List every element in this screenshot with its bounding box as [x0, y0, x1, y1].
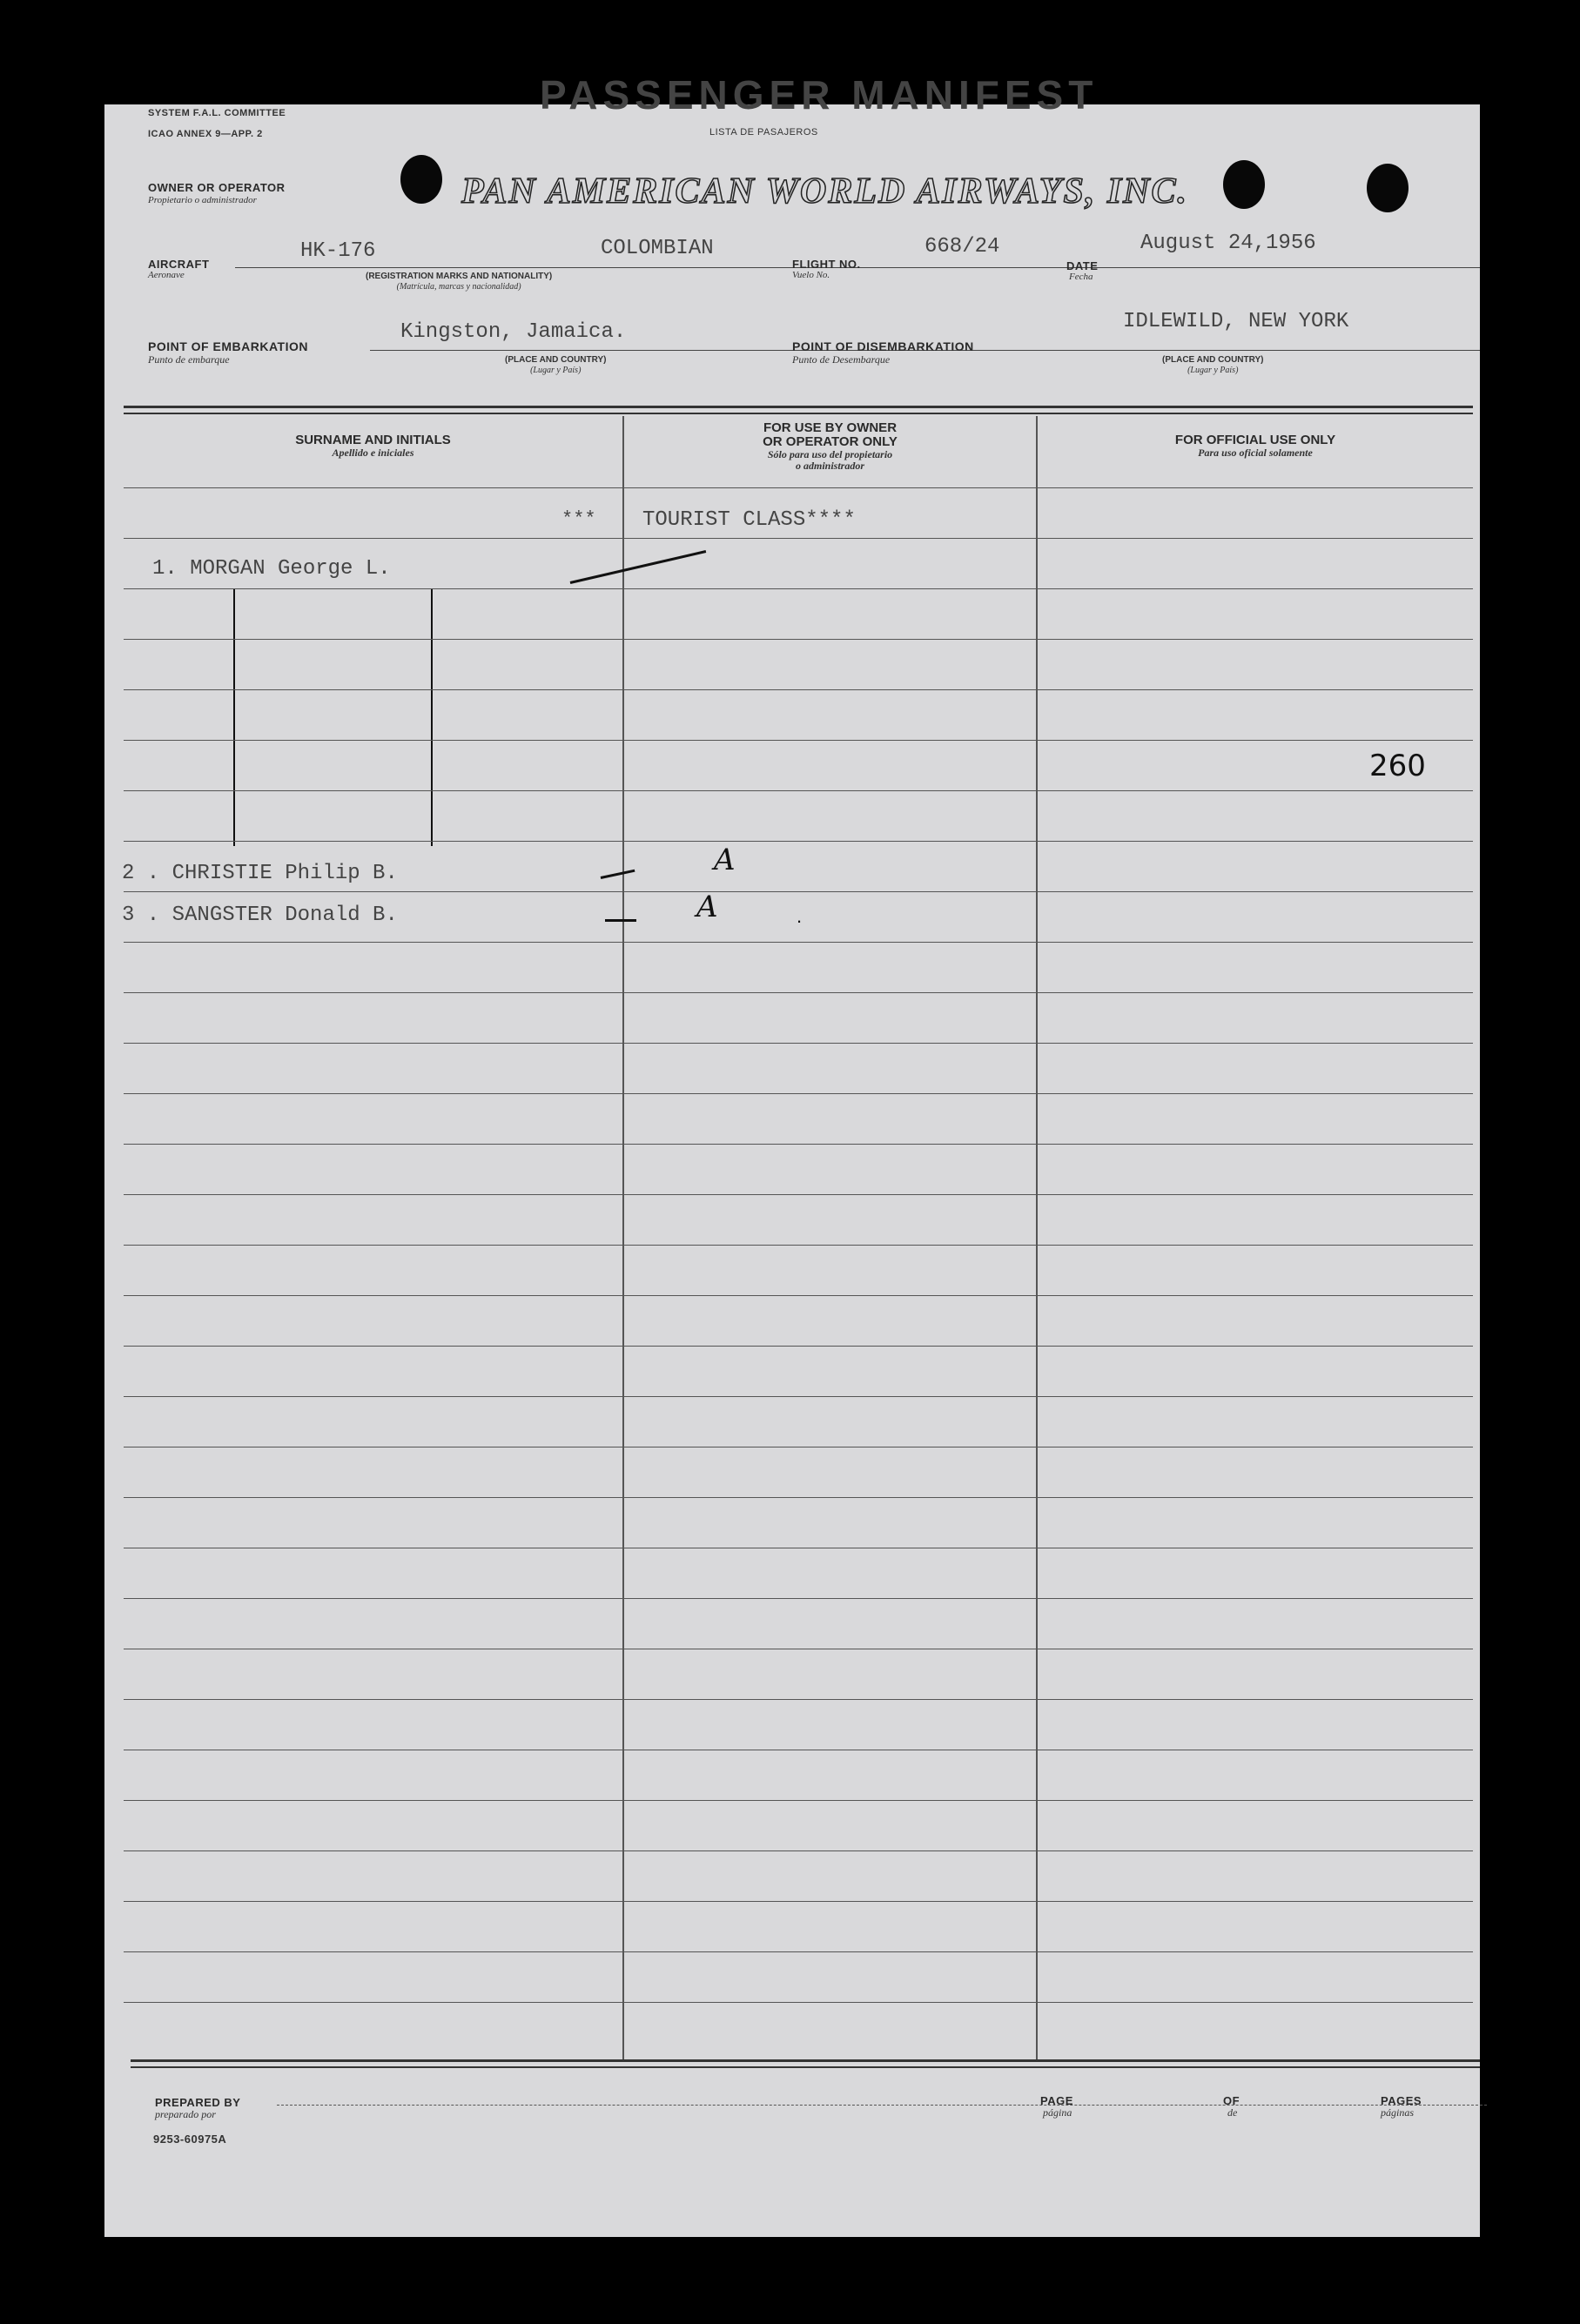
row-rule [124, 790, 1473, 791]
row-rule [124, 538, 1473, 539]
page-sub: página [1043, 2106, 1072, 2119]
prepared-sub: preparado por [155, 2108, 216, 2120]
embark-value: Kingston, Jamaica. [400, 320, 627, 344]
row-rule [124, 1043, 1473, 1044]
row-rule [124, 639, 1473, 640]
punch-hole [1223, 160, 1265, 209]
table-bottom-rule [131, 2059, 1480, 2062]
aircraft-sub: Aeronave [148, 270, 185, 280]
prepared-label: PREPARED BY [155, 2096, 241, 2109]
form-title: PASSENGER MANIFEST [540, 72, 1099, 118]
row-rule [124, 1951, 1473, 1952]
prepared-line [277, 2105, 1487, 2106]
of-label: OF [1223, 2094, 1240, 2107]
class-row: TOURIST CLASS**** [642, 508, 856, 532]
date-sub: Fecha [1069, 272, 1093, 282]
col-owner-header: FOR USE BY OWNER OR OPERATOR ONLY Sólo para uso del propietario o administrador [763, 420, 898, 472]
col-official-header: FOR OFFICIAL USE ONLY Para uso oficial solamente [1174, 433, 1336, 459]
owner-label: OWNER OR OPERATOR [148, 181, 286, 194]
flight-value: 668/24 [924, 235, 1000, 259]
row-rule [124, 1144, 1473, 1145]
column-divider [1036, 416, 1038, 2061]
form-title-es: LISTA DE PASAJEROS [709, 127, 818, 138]
of-sub: de [1227, 2106, 1238, 2119]
disembark-value: IDLEWILD, NEW YORK [1123, 310, 1349, 333]
pages-label: PAGES [1381, 2094, 1422, 2107]
registration-caption: (REGISTRATION MARKS AND NATIONALITY) (Matrícula, marcas y nacionalidad) [366, 272, 553, 292]
row-rule [124, 487, 1473, 488]
date-label: DATE [1066, 259, 1099, 272]
row-rule [124, 1800, 1473, 1801]
embark-sub: Punto de embarque [148, 353, 230, 366]
row-rule [124, 588, 1473, 589]
col-surname-header: SURNAME AND INITIALS Apellido e iniciales [295, 433, 451, 459]
bracket-line [233, 588, 235, 846]
handwritten-mark: A [714, 843, 736, 877]
dash-mark [605, 919, 636, 922]
row-rule [124, 1850, 1473, 1851]
form-number: 9253-60975A [153, 2133, 227, 2146]
handwritten-mark: A [696, 890, 718, 924]
row-rule [124, 740, 1473, 741]
embark-label: POINT OF EMBARKATION [148, 339, 308, 353]
registration-value: HK-176 [300, 239, 376, 263]
passenger-name: 1. MORGAN George L. [152, 557, 391, 581]
row-rule [124, 1194, 1473, 1195]
owner-sub: Propietario o administrador [148, 195, 257, 205]
row-rule [124, 1346, 1473, 1347]
row-rule [124, 942, 1473, 943]
row-rule [124, 1497, 1473, 1498]
nationality-value: COLOMBIAN [601, 237, 714, 260]
flight-label: FLIGHT NO. [792, 258, 861, 271]
row-rule [124, 689, 1473, 690]
row-rule [124, 841, 1473, 842]
disembark-place-caption: (PLACE AND COUNTRY) (Lugar y País) [1162, 355, 1264, 375]
date-value: August 24,1956 [1140, 232, 1316, 255]
check-mark [570, 550, 707, 584]
row-rule [124, 1093, 1473, 1094]
punch-hole [1367, 164, 1409, 212]
passenger-name: 3 . SANGSTER Donald B. [122, 903, 398, 927]
column-divider [622, 416, 624, 2061]
table-bottom-rule [131, 2066, 1480, 2068]
row-rule [124, 1901, 1473, 1902]
row-rule [124, 1699, 1473, 1700]
disembark-sub: Punto de Desembarque [792, 353, 891, 366]
official-number: 260 [1369, 749, 1426, 783]
table-top-rule [124, 413, 1473, 414]
embark-place-caption: (PLACE AND COUNTRY) (Lugar y País) [505, 355, 607, 375]
row-rule [124, 2002, 1473, 2003]
class-stars: *** [561, 508, 596, 530]
row-rule [124, 891, 1473, 892]
committee-text: SYSTEM F.A.L. COMMITTEE [148, 108, 286, 118]
row-rule [124, 992, 1473, 993]
dash-mark [601, 870, 635, 879]
row-rule [124, 1245, 1473, 1246]
pages-sub: páginas [1381, 2106, 1415, 2119]
row-rule [124, 1295, 1473, 1296]
flight-sub: Vuelo No. [792, 270, 830, 280]
page-label: PAGE [1040, 2094, 1073, 2107]
row-rule [124, 1396, 1473, 1397]
annex-text: ICAO ANNEX 9—APP. 2 [148, 129, 263, 139]
bracket-line [431, 588, 433, 846]
aircraft-label: AIRCRAFT [148, 258, 210, 271]
airline-name: PAN AMERICAN WORLD AIRWAYS, INC. [461, 171, 1189, 212]
passenger-name: 2 . CHRISTIE Philip B. [122, 862, 398, 885]
table-top-rule [124, 406, 1473, 408]
manifest-page: SYSTEM F.A.L. COMMITTEE ICAO ANNEX 9—APP. 2 PASSENGER MANIFEST LISTA DE PASAJEROS OWNER OR OPERATOR Propietario o administrador PAN AMERICAN WORLD AIRWAYS, INC. AIRCRAFT Aeronave HK-176 COLOMBIAN (REGISTRATION MARKS AND NATIONALITY) (Matrícula, marcas y nacionalidad) FLIGHT NO. Vuelo No. 668/24 DATE Fecha August 24,1956 POINT OF EMBARKATION Punto de embarque Kingston, Jamaica. (PLACE AND COUNTRY) (Lugar y País) POINT OF DISEMBARKATION Punto de Desembarque IDLEWILD, NEW YORK (PLACE AND COUNTRY) (Lugar y País) SURNAME AND INITIALS Apellido e iniciales FOR USE BY OWNER OR OPERATOR ONLY Sólo para uso del propietario o administrador FOR OFFICIAL USE ONLY Para uso oficial solamente *** TOURIST CLASS**** 1. MORGAN George L. 260 2 . CHRISTIE Philip B. A 3 . SANGSTER Donald B. A . PREPARED BY preparado por PAGE página OF de PAGES páginas 9253-60975A [104, 104, 1480, 2237]
punch-hole [400, 155, 442, 204]
disembark-label: POINT OF DISEMBARKATION [792, 339, 974, 353]
row-rule [124, 1598, 1473, 1599]
